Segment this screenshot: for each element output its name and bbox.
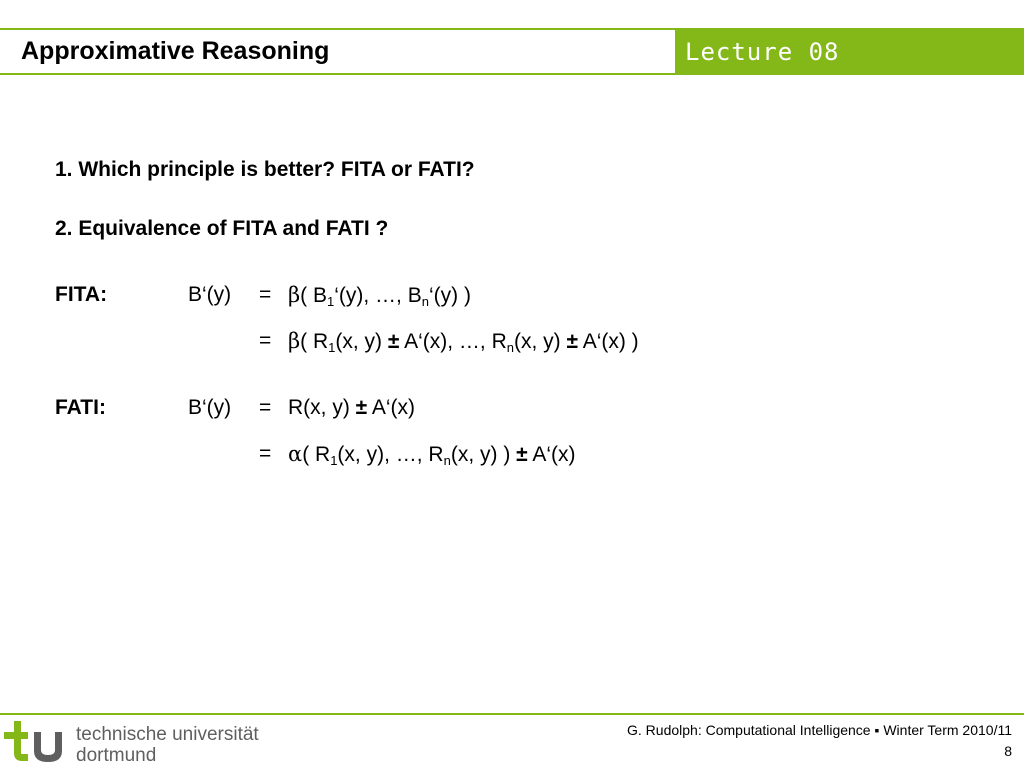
fita-formula-1: β( $B_1‘(y)$, …, $B_n‘(y)$ ) [288,283,471,309]
footer-rule [0,713,1024,715]
fita-lhs: B‘(y) [188,283,232,306]
fati-formula-2: α( $R_1(x$, y), …, $R_n(x$, y) ) ± A‘(x) [288,442,576,468]
lecture-label: Lecture 08 [685,38,840,66]
header-underline [0,73,675,75]
fita-equals-1: = [259,283,272,306]
university-name-line1: technische universität [76,724,259,745]
tu-logo-icon [4,717,70,765]
plus-minus-operator: ± [566,330,579,353]
fati-formula-1: R(x, y) ± A‘(x) [288,396,416,419]
plus-minus-operator: ± [387,330,400,353]
footer-credit: G. Rudolph: Computational Intelligence ▪ Winter Term 2010/11 [627,722,1012,738]
fati-equals-1: = [259,396,272,419]
plus-minus-operator: ± [355,396,368,419]
page-number: 8 [1004,743,1012,759]
fati-label: FATI: [55,396,106,419]
question-1: 1. Which principle is better? FITA or FATI? [55,158,475,181]
beta-symbol: β [288,329,301,353]
fati-lhs: B‘(y) [188,396,232,419]
university-name-line2: dortmund [76,745,157,766]
question-2: 2. Equivalence of FITA and FATI ? [55,217,389,240]
plus-minus-operator: ± [516,443,528,466]
page-title: Approximative Reasoning [21,37,330,65]
fita-label: FITA: [55,283,108,306]
fati-equals-2: = [259,442,272,465]
fita-equals-2: = [259,329,272,352]
alpha-symbol: α [288,442,303,466]
beta-symbol: β [288,283,301,307]
fita-formula-2: β( $R_1(x$, y) ± A‘(x), …, $R_n(x$, y) ± A‘(x) ) [288,329,639,355]
lecture-tab [675,30,1024,75]
